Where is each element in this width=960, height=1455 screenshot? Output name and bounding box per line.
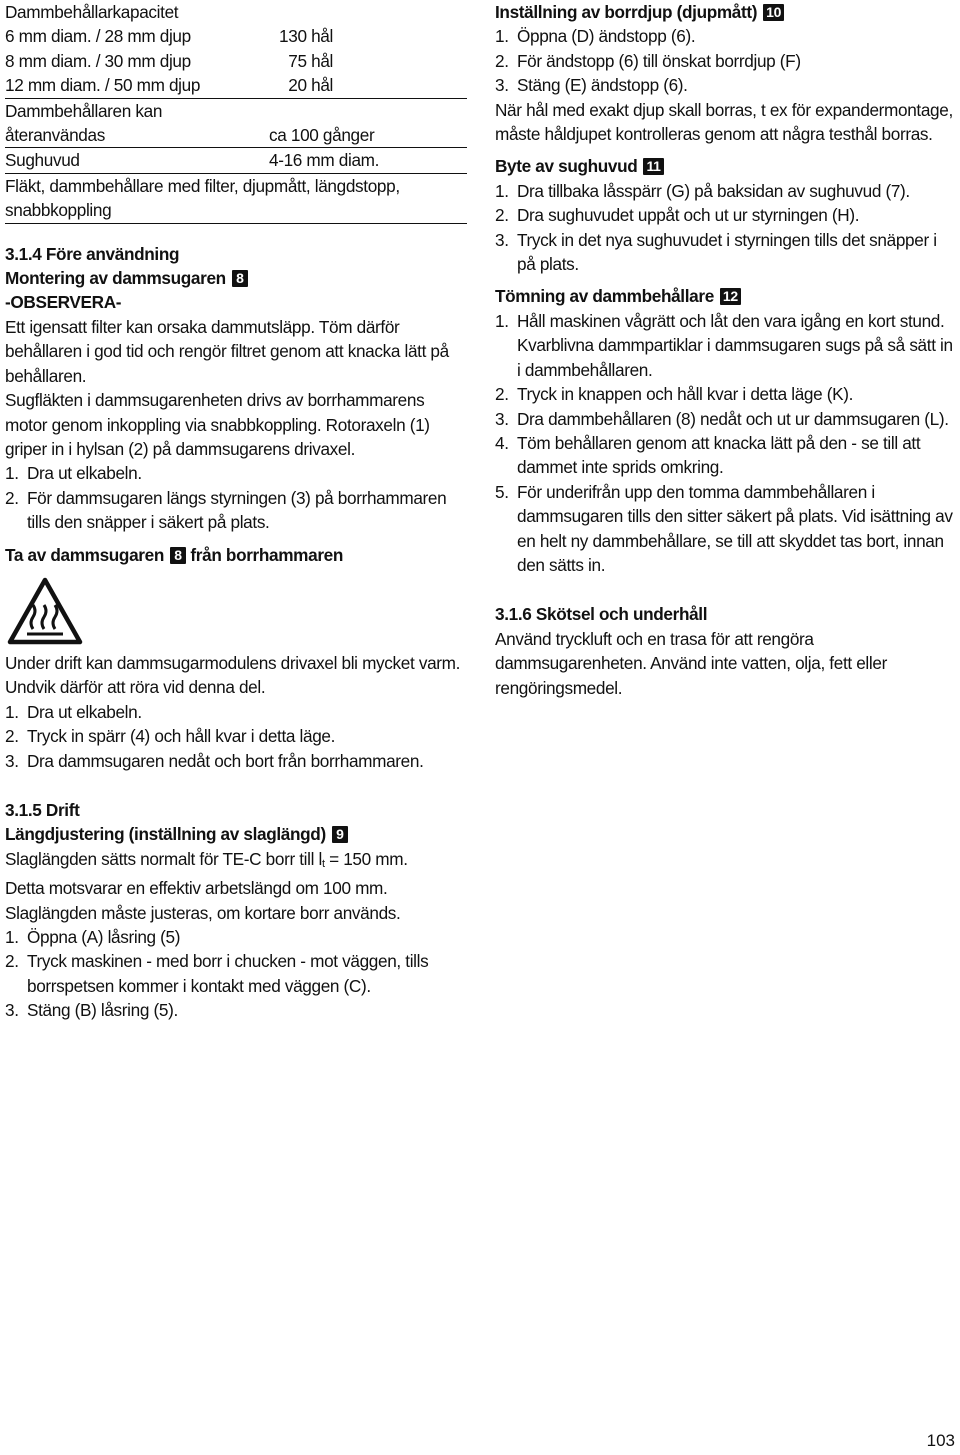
- note-title: -OBSERVERA-: [5, 292, 122, 313]
- left-column: [5, 0, 467, 1023]
- list-number: 5.: [495, 481, 509, 502]
- reuse-label: återanvändas: [5, 125, 105, 146]
- list-number: 4.: [495, 432, 509, 453]
- empty-title-text: Tömning av dammbehållare: [495, 286, 714, 307]
- hot-warning-text: Under drift kan dammsugarmodulens drivaxel bli mycket varm. Undvik därför att röra vid denna del.: [5, 652, 461, 698]
- spec-value: 130 hål: [279, 26, 333, 47]
- length-text: [5, 847, 467, 876]
- spec-value: 75 hål: [288, 50, 333, 71]
- reuse-line: Dammbehållaren kan: [5, 100, 163, 121]
- list-number: 3.: [495, 229, 509, 250]
- depth-title: [495, 0, 957, 24]
- length-title: [5, 822, 467, 846]
- list-number: 3.: [495, 75, 509, 96]
- spec-label: 8 mm diam. / 30 mm djup: [5, 50, 191, 71]
- length-subscript: t: [321, 857, 325, 870]
- section-heading-314: 3.1.4 Före användning: [5, 243, 180, 264]
- length-title-text: Längdjustering (inställning av slaglängd): [5, 824, 326, 845]
- reuse-row: [5, 123, 467, 147]
- length-text-b: = 150 mm.: [324, 848, 408, 869]
- list-text: Dra tillbaka låsspärr (G) på baksidan av sughuvud (7).: [517, 180, 910, 201]
- list-text: Öppna (D) ändstopp (6).: [517, 26, 696, 47]
- list-item: [5, 700, 467, 724]
- list-item: [495, 228, 957, 277]
- list-text: För dammsugaren längs styrningen (3) på borrhammaren tills den snäpper i säkert på plats.: [27, 487, 447, 533]
- head-spec-label: Sughuvud: [5, 150, 80, 171]
- list-item: [5, 998, 467, 1022]
- list-number: 2.: [5, 487, 19, 508]
- list-text: För underifrån upp den tomma dammbehållaren i dammsugaren tills den sitter säkert på plats. Vid isättning av en helt ny dammbehållare, se till att skyddet tas bort, innan den sätts in.: [517, 481, 953, 575]
- figure-badge: 8: [170, 547, 186, 564]
- list-item: [495, 73, 957, 97]
- list-number: 3.: [5, 750, 19, 771]
- section-heading-315: 3.1.5 Drift: [5, 799, 80, 820]
- hot-surface-warning-icon: [7, 577, 83, 645]
- spec-label: 6 mm diam. / 28 mm djup: [5, 26, 191, 47]
- list-text: Tryck maskinen - med borr i chucken - mot väggen, tills borrspetsen kommer i kontakt med väggen (C).: [27, 951, 429, 996]
- list-text: Dra ut elkabeln.: [27, 701, 142, 722]
- list-number: 2.: [495, 50, 509, 71]
- list-number: 2.: [495, 384, 509, 405]
- depth-note: När hål med exakt djup skall borras, t ex för expandermontage, måste håldjupet kontrolleras genom att några testhål borras.: [495, 99, 953, 145]
- list-text: Dra sughuvudet uppåt och ut ur styrningen (H).: [517, 205, 860, 226]
- care-text: Använd tryckluft och en trasa för att rengöra dammsugarenheten. Använd inte vatten, olja, fett eller rengöringsmedel.: [495, 628, 887, 698]
- list-number: 1.: [495, 26, 509, 47]
- list-text: Tryck in spärr (4) och håll kvar i detta läge.: [27, 726, 336, 747]
- remove-title: [5, 543, 467, 567]
- list-text: Tryck in det nya sughuvudet i styrningen tills det snäpper i på plats.: [517, 229, 937, 275]
- list-text: Öppna (A) låsring (5): [27, 927, 181, 947]
- list-number: 1.: [495, 310, 509, 331]
- right-column: [495, 0, 957, 700]
- spec-row: [5, 73, 467, 98]
- list-item: [495, 203, 957, 227]
- list-item: [5, 949, 467, 998]
- length-text-3: Slaglängden måste justeras, om kortare borr används.: [5, 902, 401, 923]
- spec-row: [5, 24, 467, 48]
- list-item: [495, 382, 957, 406]
- head-title: [495, 154, 957, 178]
- list-text: Håll maskinen vågrätt och låt den vara igång en kort stund. Kvarblivna dammpartiklar i dammsugaren sugs på så sätt in i dammbehållaren.: [517, 310, 953, 380]
- list-item: [495, 431, 957, 480]
- dust-capacity-specs: [5, 0, 467, 224]
- list-text: För ändstopp (6) till önskat borrdjup (F): [517, 50, 801, 71]
- spec-value: 20 hål: [288, 75, 333, 96]
- section-heading-316: 3.1.6 Skötsel och underhåll: [495, 604, 708, 625]
- list-number: 3.: [495, 408, 509, 429]
- page-number: 103: [926, 1431, 955, 1450]
- figure-badge: 11: [643, 158, 663, 175]
- mount-title-text: Montering av dammsugaren: [5, 268, 226, 289]
- reuse-value: ca 100 gånger: [269, 125, 375, 146]
- figure-badge: 8: [232, 270, 248, 287]
- list-number: 1.: [5, 927, 19, 947]
- list-item: [495, 49, 957, 73]
- list-item: [5, 724, 467, 748]
- fan-spec-text: Fläkt, dammbehållare med filter, djupmått, längdstopp, snabbkoppling: [5, 174, 467, 224]
- remove-title-text: Ta av dammsugaren: [5, 544, 164, 565]
- list-number: 1.: [5, 701, 19, 722]
- figure-badge: 12: [720, 288, 741, 305]
- list-text: Stäng (E) ändstopp (6).: [517, 75, 688, 96]
- note-text: Ett igensatt filter kan orsaka dammutsläpp. Töm därför behållaren i god tid och rengör filtret genom att knacka lätt på behållaren.: [5, 316, 449, 386]
- list-number: 1.: [495, 180, 509, 201]
- figure-badge: 9: [332, 826, 348, 843]
- list-number: 1.: [5, 463, 19, 484]
- mount-title: [5, 266, 467, 290]
- spec-label: 12 mm diam. / 50 mm djup: [5, 75, 201, 96]
- fan-drive-text: Sugfläkten i dammsugarenheten drivs av borrhammarens motor genom inkoppling via snabbkoppling. Rotoraxeln (1) griper in i hylsan (2) på dammsugarens drivaxel.: [5, 390, 430, 459]
- empty-title: [495, 284, 957, 308]
- list-item: [495, 24, 957, 48]
- list-item: [495, 179, 957, 203]
- list-item: [5, 461, 467, 485]
- list-text: Tryck in knappen och håll kvar i detta läge (K).: [517, 384, 854, 405]
- reuse-block: [5, 99, 467, 149]
- list-number: 2.: [5, 951, 19, 972]
- list-number: 2.: [5, 726, 19, 747]
- head-spec-row: [5, 148, 467, 173]
- list-number: 3.: [5, 1000, 19, 1021]
- head-title-text: Byte av sughuvud: [495, 156, 638, 177]
- length-text-2: Detta motsvarar en effektiv arbetslängd om 100 mm.: [5, 878, 388, 899]
- list-item: [495, 309, 957, 382]
- specs-title: Dammbehållarkapacitet: [5, 2, 179, 22]
- list-item: [5, 749, 467, 773]
- list-item: [495, 480, 957, 578]
- list-text: Stäng (B) låsring (5).: [27, 1000, 178, 1021]
- head-spec-value: 4-16 mm diam.: [269, 150, 380, 171]
- list-text: Dra dammbehållaren (8) nedåt och ut ur dammsugaren (L).: [517, 408, 949, 429]
- list-item: [5, 925, 467, 949]
- remove-title-text-2: från borrhammaren: [190, 544, 344, 565]
- list-text: Dra dammsugaren nedåt och bort från borrhammaren.: [27, 750, 424, 771]
- spec-row: [5, 49, 467, 73]
- list-item: [5, 486, 467, 535]
- list-text: Töm behållaren genom att knacka lätt på den - se till att dammet inte sprids omkring.: [517, 432, 921, 478]
- length-text-a: Slaglängden sätts normalt för TE-C borr till l: [5, 848, 322, 869]
- figure-badge: 10: [763, 4, 784, 21]
- depth-title-text: Inställning av borrdjup (djupmått): [495, 2, 758, 22]
- list-number: 2.: [495, 205, 509, 226]
- list-text: Dra ut elkabeln.: [27, 463, 142, 484]
- list-item: [495, 407, 957, 431]
